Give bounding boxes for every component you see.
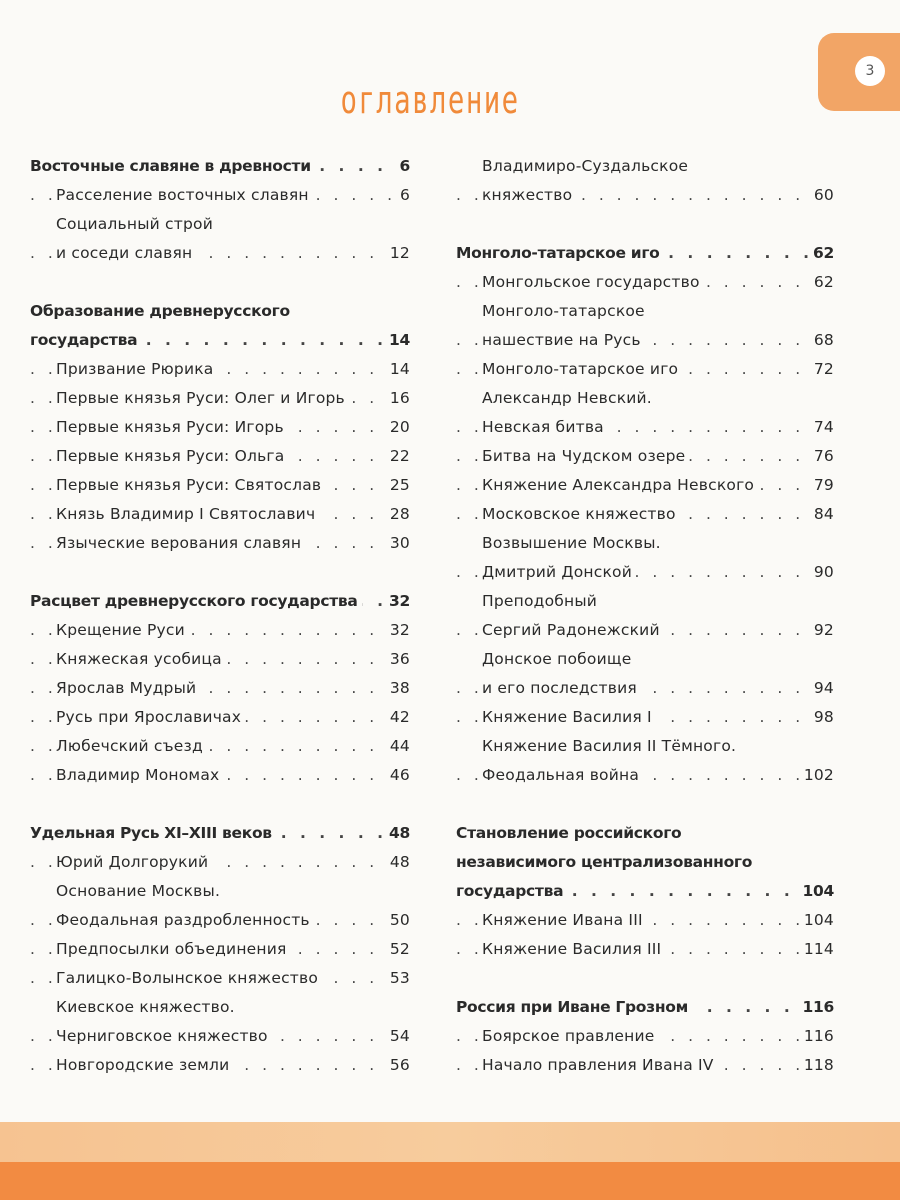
entry-page-number: 44 bbox=[386, 732, 410, 761]
toc-entry bbox=[30, 500, 410, 529]
entry-text: Первые князья Руси: Ольга bbox=[56, 447, 288, 465]
toc-entry bbox=[456, 935, 834, 964]
entry-page-number: 16 bbox=[386, 384, 410, 413]
entry-page-number: 22 bbox=[386, 442, 410, 471]
entry-page-number: 116 bbox=[799, 993, 834, 1022]
entry-page-number: 50 bbox=[386, 906, 410, 935]
section-spacer bbox=[30, 790, 410, 819]
entry-text: Князь Владимир I Святославич bbox=[56, 505, 319, 523]
entry-page-number: 79 bbox=[810, 471, 834, 500]
toc-entry bbox=[30, 384, 410, 413]
toc-entry bbox=[456, 703, 834, 732]
entry-text: Новгородские земли bbox=[56, 1056, 233, 1074]
toc-left-column bbox=[30, 152, 410, 1080]
entry-text: Становление российского bbox=[456, 824, 685, 842]
entry-page-number: 6 bbox=[396, 152, 411, 181]
entry-page-number: 52 bbox=[386, 935, 410, 964]
toc-entry bbox=[456, 761, 834, 790]
entry-page-number: 92 bbox=[810, 616, 834, 645]
entry-page-number: 25 bbox=[386, 471, 410, 500]
entry-text: Владимиро-Суздальское bbox=[482, 157, 692, 175]
toc-entry bbox=[456, 587, 834, 616]
toc-entry bbox=[30, 645, 410, 674]
entry-page-number: 62 bbox=[809, 239, 834, 268]
entry-text: Московское княжество bbox=[482, 505, 680, 523]
entry-page-number: 54 bbox=[386, 1022, 410, 1051]
entry-page-number: 48 bbox=[386, 848, 410, 877]
entry-text: Княжение Василия II Тёмного. bbox=[482, 737, 740, 755]
entry-text: и соседи славян bbox=[56, 244, 196, 262]
entry-page-number: 68 bbox=[810, 326, 834, 355]
entry-text: Феодальная война bbox=[482, 766, 643, 784]
toc-entry bbox=[456, 355, 834, 384]
entry-text: Расцвет древнерусского государства bbox=[30, 592, 362, 610]
toc-entry bbox=[30, 616, 410, 645]
toc-right-column bbox=[456, 152, 834, 1080]
toc-entry bbox=[30, 877, 410, 906]
toc-entry bbox=[456, 181, 834, 210]
toc-section bbox=[30, 152, 410, 268]
toc-entry bbox=[30, 181, 410, 210]
section-spacer bbox=[456, 790, 834, 819]
entry-text: Восточные славяне в древности bbox=[30, 157, 315, 175]
toc-entry bbox=[456, 500, 834, 529]
entry-text: Юрий Долгорукий bbox=[56, 853, 212, 871]
entry-text: независимого централизованного bbox=[456, 853, 756, 871]
section-heading bbox=[456, 239, 834, 268]
entry-text: Предпосылки объединения bbox=[56, 940, 291, 958]
entry-text: Княжеская усобица bbox=[56, 650, 226, 668]
toc-section bbox=[456, 819, 834, 964]
section-heading bbox=[456, 819, 834, 848]
toc-entry bbox=[30, 1051, 410, 1080]
page-number: 3 bbox=[855, 56, 885, 86]
entry-text: Княжение Василия I bbox=[482, 708, 656, 726]
toc-entry bbox=[456, 732, 834, 761]
page-title: оглавление bbox=[340, 78, 520, 122]
toc-entry bbox=[456, 442, 834, 471]
entry-text: Княжение Александра Невского bbox=[482, 476, 758, 494]
entry-page-number: 48 bbox=[385, 819, 410, 848]
entry-page-number: 56 bbox=[386, 1051, 410, 1080]
entry-page-number: 116 bbox=[800, 1022, 834, 1051]
entry-text: и его последствия bbox=[482, 679, 641, 697]
toc-entry bbox=[30, 674, 410, 703]
entry-text: Монголо-татарское иго bbox=[456, 244, 664, 262]
entry-page-number: 102 bbox=[800, 761, 834, 790]
entry-text: Начало правления Ивана IV bbox=[482, 1056, 718, 1074]
toc-entry bbox=[30, 703, 410, 732]
entry-page-number: 20 bbox=[386, 413, 410, 442]
bottom-band-light bbox=[0, 1122, 900, 1162]
page-number-tab bbox=[818, 33, 900, 111]
entry-text: Владимир Мономах bbox=[56, 766, 223, 784]
entry-text: Языческие верования славян bbox=[56, 534, 305, 552]
toc-entry bbox=[456, 1051, 834, 1080]
entry-page-number: 104 bbox=[799, 877, 834, 906]
entry-text: Россия при Иване Грозном bbox=[456, 998, 692, 1016]
entry-page-number: 94 bbox=[810, 674, 834, 703]
entry-page-number: 60 bbox=[810, 181, 834, 210]
entry-page-number: 30 bbox=[386, 529, 410, 558]
entry-text: Черниговское княжество bbox=[56, 1027, 272, 1045]
entry-text: Боярское правление bbox=[482, 1027, 659, 1045]
entry-text: Сергий Радонежский bbox=[482, 621, 664, 639]
entry-text: Монголо-татарское иго bbox=[482, 360, 682, 378]
section-spacer bbox=[456, 210, 834, 239]
entry-page-number: 114 bbox=[800, 935, 834, 964]
entry-text: княжество bbox=[482, 186, 576, 204]
section-heading bbox=[456, 877, 834, 906]
bottom-band-dark bbox=[0, 1162, 900, 1200]
entry-page-number: 76 bbox=[810, 442, 834, 471]
entry-text: государства bbox=[456, 882, 567, 900]
toc-section bbox=[30, 587, 410, 790]
toc-entry bbox=[30, 239, 410, 268]
entry-text: Монгольское государство bbox=[482, 273, 704, 291]
toc-entry bbox=[456, 906, 834, 935]
entry-text: Феодальная раздробленность bbox=[56, 911, 314, 929]
toc-entry bbox=[30, 1022, 410, 1051]
toc-entry bbox=[456, 384, 834, 413]
toc-section bbox=[456, 152, 834, 210]
entry-page-number: 32 bbox=[385, 587, 410, 616]
entry-text: Удельная Русь XI–XIII веков bbox=[30, 824, 276, 842]
toc-entry bbox=[30, 529, 410, 558]
entry-page-number: 90 bbox=[810, 558, 834, 587]
entry-page-number: 46 bbox=[386, 761, 410, 790]
section-heading bbox=[30, 587, 410, 616]
toc-section bbox=[456, 239, 834, 790]
toc-entry bbox=[30, 471, 410, 500]
toc-entry bbox=[456, 529, 834, 558]
toc-entry bbox=[456, 616, 834, 645]
section-spacer bbox=[456, 964, 834, 993]
toc-entry bbox=[30, 761, 410, 790]
entry-text: Монголо-татарское bbox=[482, 302, 649, 320]
toc-entry bbox=[30, 935, 410, 964]
entry-page-number: 6 bbox=[396, 181, 410, 210]
entry-text: Донское побоище bbox=[482, 650, 635, 668]
entry-text: Невская битва bbox=[482, 418, 608, 436]
toc-entry bbox=[30, 732, 410, 761]
entry-text: Расселение восточных славян bbox=[56, 186, 313, 204]
entry-text: Образование древнерусского bbox=[30, 302, 294, 320]
entry-page-number: 62 bbox=[810, 268, 834, 297]
entry-page-number: 14 bbox=[386, 355, 410, 384]
entry-page-number: 104 bbox=[800, 906, 834, 935]
entry-text: Ярослав Мудрый bbox=[56, 679, 200, 697]
entry-page-number: 118 bbox=[800, 1051, 834, 1080]
entry-text: нашествие на Русь bbox=[482, 331, 645, 349]
section-heading bbox=[30, 297, 410, 326]
entry-page-number: 32 bbox=[386, 616, 410, 645]
toc-entry bbox=[30, 993, 410, 1022]
entry-text: Александр Невский. bbox=[482, 389, 656, 407]
toc-entry bbox=[30, 442, 410, 471]
entry-text: Возвышение Москвы. bbox=[482, 534, 665, 552]
toc-section bbox=[30, 819, 410, 1080]
toc-entry bbox=[456, 1022, 834, 1051]
entry-text: Битва на Чудском озере bbox=[482, 447, 689, 465]
toc-entry bbox=[456, 297, 834, 326]
section-heading bbox=[30, 152, 410, 181]
toc-section bbox=[456, 993, 834, 1080]
toc-entry bbox=[456, 674, 834, 703]
entry-text: Дмитрий Донской bbox=[482, 563, 636, 581]
entry-text: государства bbox=[30, 331, 141, 349]
toc-entry bbox=[456, 471, 834, 500]
entry-page-number: 38 bbox=[386, 674, 410, 703]
entry-text: Галицко-Волынское княжество bbox=[56, 969, 322, 987]
toc-entry bbox=[30, 413, 410, 442]
toc-entry bbox=[30, 210, 410, 239]
section-spacer bbox=[30, 268, 410, 297]
toc-entry bbox=[30, 848, 410, 877]
entry-text: Преподобный bbox=[482, 592, 601, 610]
entry-text: Киевское княжество. bbox=[56, 998, 239, 1016]
section-spacer bbox=[30, 558, 410, 587]
toc-entry bbox=[456, 268, 834, 297]
entry-page-number: 72 bbox=[810, 355, 834, 384]
entry-page-number: 74 bbox=[810, 413, 834, 442]
entry-text: Любечский съезд bbox=[56, 737, 207, 755]
entry-text: Первые князья Руси: Святослав bbox=[56, 476, 325, 494]
toc-section bbox=[30, 297, 410, 558]
toc-entry bbox=[30, 355, 410, 384]
toc-entry bbox=[456, 645, 834, 674]
entry-page-number: 12 bbox=[386, 239, 410, 268]
entry-text: Княжение Ивана III bbox=[482, 911, 647, 929]
toc-entry bbox=[456, 326, 834, 355]
entry-page-number: 36 bbox=[386, 645, 410, 674]
entry-text: Социальный строй bbox=[56, 215, 217, 233]
entry-text: Княжение Василия III bbox=[482, 940, 665, 958]
section-heading bbox=[456, 848, 834, 877]
entry-page-number: 28 bbox=[386, 500, 410, 529]
entry-text: Первые князья Руси: Игорь bbox=[56, 418, 288, 436]
toc-entry bbox=[30, 964, 410, 993]
entry-text: Русь при Ярославичах bbox=[56, 708, 245, 726]
section-heading bbox=[30, 819, 410, 848]
section-heading bbox=[30, 326, 410, 355]
toc-entry bbox=[456, 152, 834, 181]
entry-text: Первые князья Руси: Олег и Игорь bbox=[56, 389, 349, 407]
entry-text: Основание Москвы. bbox=[56, 882, 224, 900]
section-heading bbox=[456, 993, 834, 1022]
entry-page-number: 98 bbox=[810, 703, 834, 732]
entry-page-number: 53 bbox=[386, 964, 410, 993]
entry-text: Крещение Руси bbox=[56, 621, 189, 639]
toc-entry bbox=[456, 558, 834, 587]
entry-text: Призвание Рюрика bbox=[56, 360, 217, 378]
toc-entry bbox=[456, 413, 834, 442]
entry-page-number: 14 bbox=[385, 326, 410, 355]
toc-entry bbox=[30, 906, 410, 935]
entry-page-number: 42 bbox=[386, 703, 410, 732]
entry-page-number: 84 bbox=[810, 500, 834, 529]
